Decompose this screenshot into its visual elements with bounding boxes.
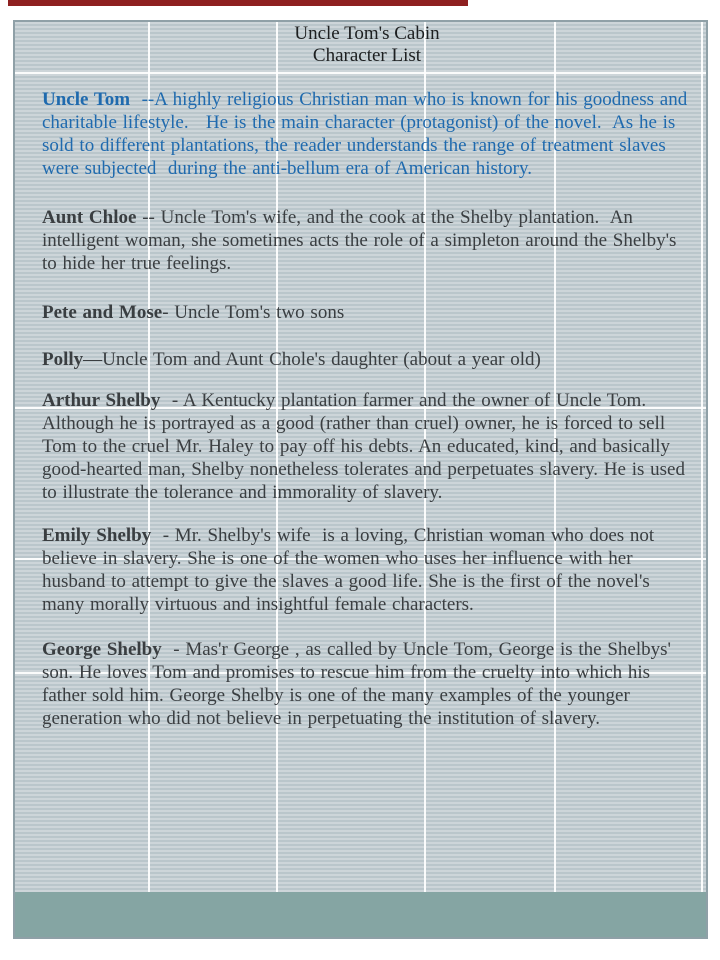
character-name: Polly (42, 349, 84, 370)
character-description: -- Uncle Tom's wife, and the cook at the Shelby plantation. An intelligent woman, she sometimes acts the role of a simpleton around the Shelby's to hide her true feelings. (42, 207, 688, 274)
character-name: Emily Shelby (42, 525, 152, 546)
title-line-2: Character List (312, 45, 422, 66)
page-title (42, 23, 692, 67)
character-description: --A highly religious Christian man who is known for his goodness and charitable lifestyle. He is the main character (protagonist) of the novel. As he is sold to different plantations, the reader understands the range of treatment slaves were subjected during the anti-bellum era of American history. (42, 89, 693, 179)
character-name: George Shelby (42, 639, 162, 660)
character-description: - Mr. Shelby's wife is a loving, Christian woman who does not believe in slavery. She is one of the women who uses her influence with her husband to attempt to give the slaves a good life. She is the first of the novel's many morally virtuous and insightful female characters. (42, 525, 660, 615)
character-entry-polly (42, 348, 692, 371)
page-content (15, 22, 706, 892)
character-description: - A Kentucky plantation farmer and the owner of Uncle Tom. Although he is portrayed as a good (rather than cruel) owner, he is forced to sell Tom to the cruel Mr. Haley to pay off his debts. An educated, kind, and basically good-hearted man, Shelby nonetheless tolerates and perpetuates slavery. He is used to illustrate the tolerance and immorality of slavery. (42, 390, 691, 503)
character-description: - Mas'r George , as called by Uncle Tom, George is the Shelbys' son. He loves Tom and promises to rescue him from the cruelty into which his father sold him. George Shelby is one of the many examples of the younger generation who did not believe in perpetuating the institution of slavery. (42, 639, 677, 729)
character-entry-arthur-shelby (42, 389, 692, 504)
top-red-stripe (8, 0, 468, 6)
character-entry-aunt-chloe (42, 206, 692, 275)
character-description: - Uncle Tom's two sons (162, 302, 345, 323)
character-name: Uncle Tom (42, 89, 131, 110)
bottom-teal-band (15, 892, 706, 937)
character-entry-george-shelby (42, 638, 692, 730)
character-entry-emily-shelby (42, 524, 692, 616)
title-line-1: Uncle Tom's Cabin (294, 23, 440, 44)
character-entry-uncle-tom (42, 88, 692, 180)
character-name: Arthur Shelby (42, 390, 161, 411)
character-name: Pete and Mose (42, 302, 163, 323)
character-description: —Uncle Tom and Aunt Chole's daughter (about a year old) (83, 349, 541, 370)
character-entry-pete-and-mose (42, 301, 692, 324)
character-name: Aunt Chloe (42, 207, 137, 228)
document-page (13, 20, 708, 939)
